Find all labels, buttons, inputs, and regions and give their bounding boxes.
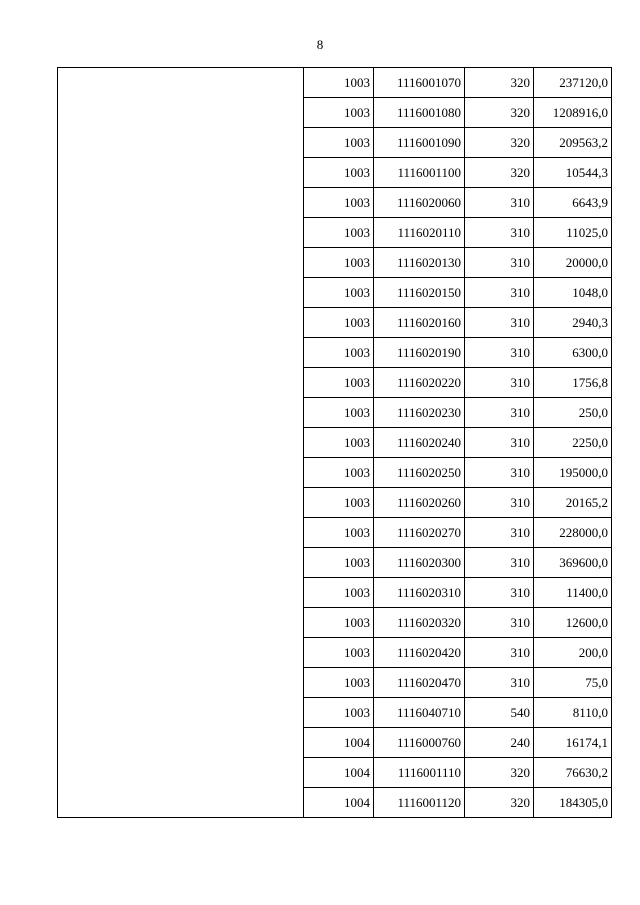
section-code-cell: 1003 [304, 278, 374, 308]
target-article-cell: 1116001080 [374, 98, 465, 128]
section-code-cell: 1003 [304, 518, 374, 548]
target-article-cell: 1116001110 [374, 758, 465, 788]
expense-type-cell: 310 [465, 458, 534, 488]
section-code-cell: 1003 [304, 98, 374, 128]
section-code-cell: 1003 [304, 68, 374, 98]
expense-type-cell: 310 [465, 428, 534, 458]
amount-cell: 10544,3 [534, 158, 612, 188]
section-code-cell: 1003 [304, 188, 374, 218]
expense-type-cell: 240 [465, 728, 534, 758]
target-article-cell: 1116020150 [374, 278, 465, 308]
expense-type-cell: 310 [465, 488, 534, 518]
section-code-cell: 1004 [304, 788, 374, 818]
expense-type-cell: 310 [465, 308, 534, 338]
section-code-cell: 1003 [304, 338, 374, 368]
target-article-cell: 1116020160 [374, 308, 465, 338]
target-article-cell: 1116020270 [374, 518, 465, 548]
target-article-cell: 1116020260 [374, 488, 465, 518]
amount-cell: 1048,0 [534, 278, 612, 308]
section-code-cell: 1003 [304, 128, 374, 158]
section-code-cell: 1003 [304, 158, 374, 188]
amount-cell: 209563,2 [534, 128, 612, 158]
expense-type-cell: 310 [465, 278, 534, 308]
target-article-cell: 1116000760 [374, 728, 465, 758]
amount-cell: 2940,3 [534, 308, 612, 338]
expense-type-cell: 310 [465, 368, 534, 398]
expense-type-cell: 320 [465, 158, 534, 188]
amount-cell: 6300,0 [534, 338, 612, 368]
expense-type-cell: 310 [465, 248, 534, 278]
section-code-cell: 1004 [304, 758, 374, 788]
amount-cell: 76630,2 [534, 758, 612, 788]
section-code-cell: 1003 [304, 488, 374, 518]
target-article-cell: 1116020060 [374, 188, 465, 218]
expense-type-cell: 320 [465, 68, 534, 98]
amount-cell: 195000,0 [534, 458, 612, 488]
amount-cell: 1208916,0 [534, 98, 612, 128]
target-article-cell: 1116020250 [374, 458, 465, 488]
amount-cell: 250,0 [534, 398, 612, 428]
section-code-cell: 1003 [304, 428, 374, 458]
expense-type-cell: 310 [465, 398, 534, 428]
section-code-cell: 1003 [304, 308, 374, 338]
amount-cell: 228000,0 [534, 518, 612, 548]
amount-cell: 16174,1 [534, 728, 612, 758]
table-row [58, 68, 612, 98]
target-article-cell: 1116020420 [374, 638, 465, 668]
expense-type-cell: 310 [465, 668, 534, 698]
budget-table [57, 67, 612, 818]
description-cell [58, 68, 304, 818]
section-code-cell: 1003 [304, 398, 374, 428]
amount-cell: 12600,0 [534, 608, 612, 638]
budget-table-body [58, 68, 612, 818]
amount-cell: 20000,0 [534, 248, 612, 278]
target-article-cell: 1116020320 [374, 608, 465, 638]
amount-cell: 11025,0 [534, 218, 612, 248]
target-article-cell: 1116020130 [374, 248, 465, 278]
target-article-cell: 1116001120 [374, 788, 465, 818]
target-article-cell: 1116020220 [374, 368, 465, 398]
expense-type-cell: 320 [465, 128, 534, 158]
section-code-cell: 1003 [304, 638, 374, 668]
target-article-cell: 1116001100 [374, 158, 465, 188]
expense-type-cell: 310 [465, 608, 534, 638]
section-code-cell: 1003 [304, 368, 374, 398]
amount-cell: 20165,2 [534, 488, 612, 518]
target-article-cell: 1116040710 [374, 698, 465, 728]
amount-cell: 2250,0 [534, 428, 612, 458]
amount-cell: 6643,9 [534, 188, 612, 218]
amount-cell: 237120,0 [534, 68, 612, 98]
page-number: 8 [316, 37, 324, 52]
amount-cell: 369600,0 [534, 548, 612, 578]
target-article-cell: 1116020310 [374, 578, 465, 608]
section-code-cell: 1003 [304, 458, 374, 488]
expense-type-cell: 310 [465, 338, 534, 368]
expense-type-cell: 310 [465, 188, 534, 218]
target-article-cell: 1116020190 [374, 338, 465, 368]
target-article-cell: 1116020240 [374, 428, 465, 458]
expense-type-cell: 310 [465, 548, 534, 578]
expense-type-cell: 320 [465, 98, 534, 128]
expense-type-cell: 540 [465, 698, 534, 728]
target-article-cell: 1116001090 [374, 128, 465, 158]
expense-type-cell: 310 [465, 638, 534, 668]
amount-cell: 1756,8 [534, 368, 612, 398]
target-article-cell: 1116020230 [374, 398, 465, 428]
amount-cell: 184305,0 [534, 788, 612, 818]
amount-cell: 75,0 [534, 668, 612, 698]
target-article-cell: 1116001070 [374, 68, 465, 98]
expense-type-cell: 320 [465, 788, 534, 818]
section-code-cell: 1003 [304, 578, 374, 608]
section-code-cell: 1003 [304, 248, 374, 278]
expense-type-cell: 320 [465, 758, 534, 788]
target-article-cell: 1116020300 [374, 548, 465, 578]
expense-type-cell: 310 [465, 578, 534, 608]
section-code-cell: 1003 [304, 668, 374, 698]
expense-type-cell: 310 [465, 218, 534, 248]
section-code-cell: 1004 [304, 728, 374, 758]
amount-cell: 8110,0 [534, 698, 612, 728]
expense-type-cell: 310 [465, 518, 534, 548]
section-code-cell: 1003 [304, 608, 374, 638]
amount-cell: 11400,0 [534, 578, 612, 608]
section-code-cell: 1003 [304, 698, 374, 728]
amount-cell: 200,0 [534, 638, 612, 668]
target-article-cell: 1116020110 [374, 218, 465, 248]
target-article-cell: 1116020470 [374, 668, 465, 698]
section-code-cell: 1003 [304, 548, 374, 578]
section-code-cell: 1003 [304, 218, 374, 248]
